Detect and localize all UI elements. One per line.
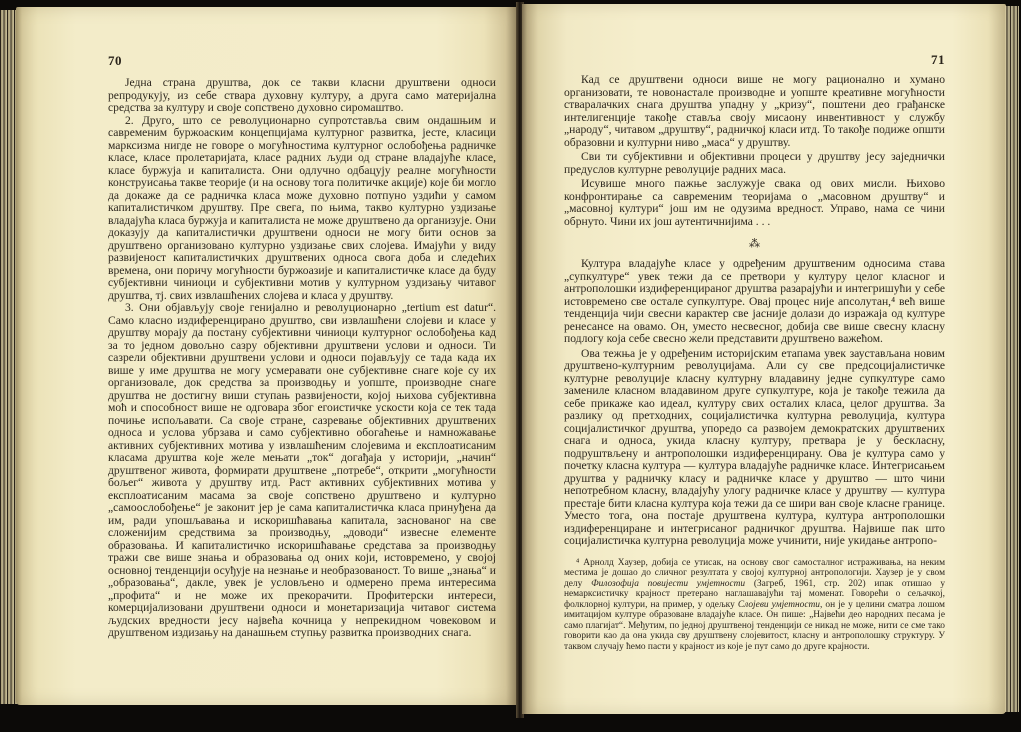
right-page: [522, 4, 1006, 714]
left-paragraph-2: 2. Друго, што се револуционарно супротставља свим ондашњим и савременим буржоаским концепцијама културног развитка, јесте, класици марксизма нигде не говоре о могућностима културног ослобођења радничке класе, класе пролетаријата, класе радних људи од стране владајуће класе, класе буржуја и капиталиста. Они одлучно одбацују реалне могућности конструисања такве теорије (и на основу тога политичке акције) које би могло да докаже да се радничка класа може духовно потпуно уздићи у самом капиталистичком друштву. Пре свега, по њима, такво културно уздизање владајућа класа буржуја и капиталиста не може друштвено да организује. Они доказују да капиталистички друштвени односи не могу бити основ за друштвено организовано културно уздизање свих слојева. Имајући у виду развијеност капиталистичких друштвених односа свога доба и следећих времена, они поричу могућности буржоазије и капиталистичке класе да буду субјективни чиниоци и субјективни мотив у културном уздизању читавог друштва, тј. свих извлашћених слојева и класа у друштву.: [108, 113, 496, 302]
right-page-number: 71: [931, 52, 945, 67]
left-page-number: 70: [108, 53, 122, 68]
right-page-text: [564, 74, 945, 652]
right-paragraph-2: Сви ти субјективни и објективни процеси у друштву јесу заједнички предуслов културне револуције радних маса.: [564, 150, 945, 176]
footnote-text-part: ⁴ Арнолд Хаузер, добија се утисак, на основу свог самосталног истраживања, на неким местима је дошао до сличног резултата у својој културној антропологији. Хаузер је у свом делу: [564, 557, 945, 589]
section-break-asterisks: ⁂: [749, 237, 760, 250]
right-paragraph-3: Исувише много пажње заслужује свака од ових мисли. Њихово конфронтирање са савременим теоријама о „масовном друштву“ и „масовној култури“ још им не одузима вредност. Управо, нама се чини обрнуто. Чини их још аутентичнијима . . .: [564, 177, 945, 228]
footnote-text-part: (Загреб, 1961, стр. 202) ипак отишао у немарксистичку крајност претерано наглашавајући тај моменат. Говорећи о сељачкој, фолклорној култури, на пример, у одељку: [564, 578, 946, 610]
right-paragraph-1: Кад се друштвени односи више не могу рационално и хумано организовати, те новонастале производне и уопште креативне могућности стваралачких снага друштва упадну у „кризу“, поштени део грађанске интелигенције такође ставља своју мисаону инвентивност у службу „народу“, читавом „друштву“, радничкој класи итд. То такође подиже општи образовни и културни ниво „маса“ у друштву.: [564, 73, 945, 149]
left-page-text: [108, 77, 496, 640]
footnote-chapter-title: Слојеви умјетности: [737, 599, 820, 610]
right-paragraph-5: Ова тежња је у одређеним историјским етапама увек заустављана новим друштвено-културним револуцијама. Али су све предсоцијалистичке културне револуције класну културну владавину једне супкултуре само замениле класном владавином друге супкултуре, која је такође тежила да себе прикаже као идеал, културу свих осталих класа, целог друштва. За разлику од претходних, социјалистичка културна револуција, култура социјалистичког друштва, упоредо са развојем демократских друштвених снага и односа, укида класну културу, претвара је у бескласну, подруштвљену и антрополошки издиференцирану. Ова је култура само у почетку класна култура — култура владајуће радничке класе. Интегрисањем друштва у радничку класу и радничке класе у друштво — што чини непотребном класну, владајућу улогу радничке класе у друштву — култура престаје бити класна култура која тежи да се шири ван своје класне границе. Уместо тога, она постаје друштвена култура, култура антрополошки издиференциране и интегрисаног радничког друштва. Највише пак што социјалистичка културна револуција може учинити, није укидање антропо-: [564, 346, 945, 547]
left-page: [16, 7, 518, 705]
left-page-edge-stack: [0, 10, 17, 704]
left-paragraph-3: 3. Они објављују своје генијално и револуционарно „tertium est datur“. Само класно издиференцирано друштво, сви извлашћени слојеви и класе у друштву морају да постану субјективни чиниоци културног ослобођења кад за то једном довољно сазру објективни друштвени услови и односи. Ти сазрели објективни друштвени услови и односи појављују се тада када их више у име друштва не могу усмеравати оне субјективне снаге које су их организовале, док средства за производњу и уопште, производне снаге друштва не достигну виши ступањ развијености, којој њихова субјективна моћ и способност више не одговара због егоистичке ускости која се тек тада почиње испољавати. Са своје стране, сазревање објективних друштвених односа и услова убрзава и само субјективно обогаћење и намножавање активних субјективних мотива у извлашћеним слојевима и експлоатисаним класама друштва које желе мењати „ток“ догађаја у историји, „начин“ друштвеног живота, формирати друштвене „потребе“, открити „могућности бољег“ живота у друштву итд. Раст активних субјективних мотива у експлоатисаним масама за своје сопствено друштвено и културно „самоослобођење“ је законит јер је сама капиталистичка класа принуђена да им, ради упошљавања и искоришћавања капитала, заснованог на све сложенијим средствима за производњу, „доводи“ извесне елементе образовања. И капиталистичко искоришћавање средстава за производњу тражи све више знања и образовања од оних који, истовремено, у својој основној тенденцији осуђује на незнање и необразованост. То више „знања“ и „образовања“, дакле, увек је условљено и одмерено према интересима „профита“ и не може их прекорачити. Профитерски интереси, комерцијализовани друштвени односи и монетаризација читавог система људских вредности јесу највећа кочница у непрекидном човековом и друштвеном издизању на данашњем ступњу развитка производних снага.: [108, 301, 496, 639]
footnote-book-title: Филозофија повијести умјетности: [591, 578, 746, 589]
right-page-edge-stack: [1005, 6, 1019, 712]
right-paragraph-4: Култура владајуће класе у одређеним друштвеним односима става „супкултуре“ увек тежи да се претвори у културу целог класног и антрополошки издиференцираног друштва разарајући и интегришући у себе истовремено све остале супкултуре. Овај процес није апсолутан,⁴ већ више тенденција чији свесни карактер све јасније долази до изражаја од културе ренесансе на овамо. Он, уместо несвесног, добија све више свесну класну подлогу која себе свесно жели представити друштвено важећом.: [564, 257, 945, 345]
footnote-text-part: , он је у целини сматра лошом имитацијом културе образоване владајуће класе. Он пише: „Највећи део народних песама је само плагијат“. Међутим, по једној друштвеној тенденцији се никад не може, нити се сме тако говорити као да она укида сву друштвену слојевитост, класну и антрополошку структуру. У таквом случају ћемо пасти у крајност из које је пут само до друге крајности.: [564, 599, 945, 652]
footnote-4: [564, 558, 945, 653]
left-paragraph-1: Једна страна друштва, док се такви класни друштвени односи репродукују, из себе ствара духовну културу, а друга само материјална средства за културу и своје сопствено духовно сиромаштво.: [108, 76, 496, 114]
